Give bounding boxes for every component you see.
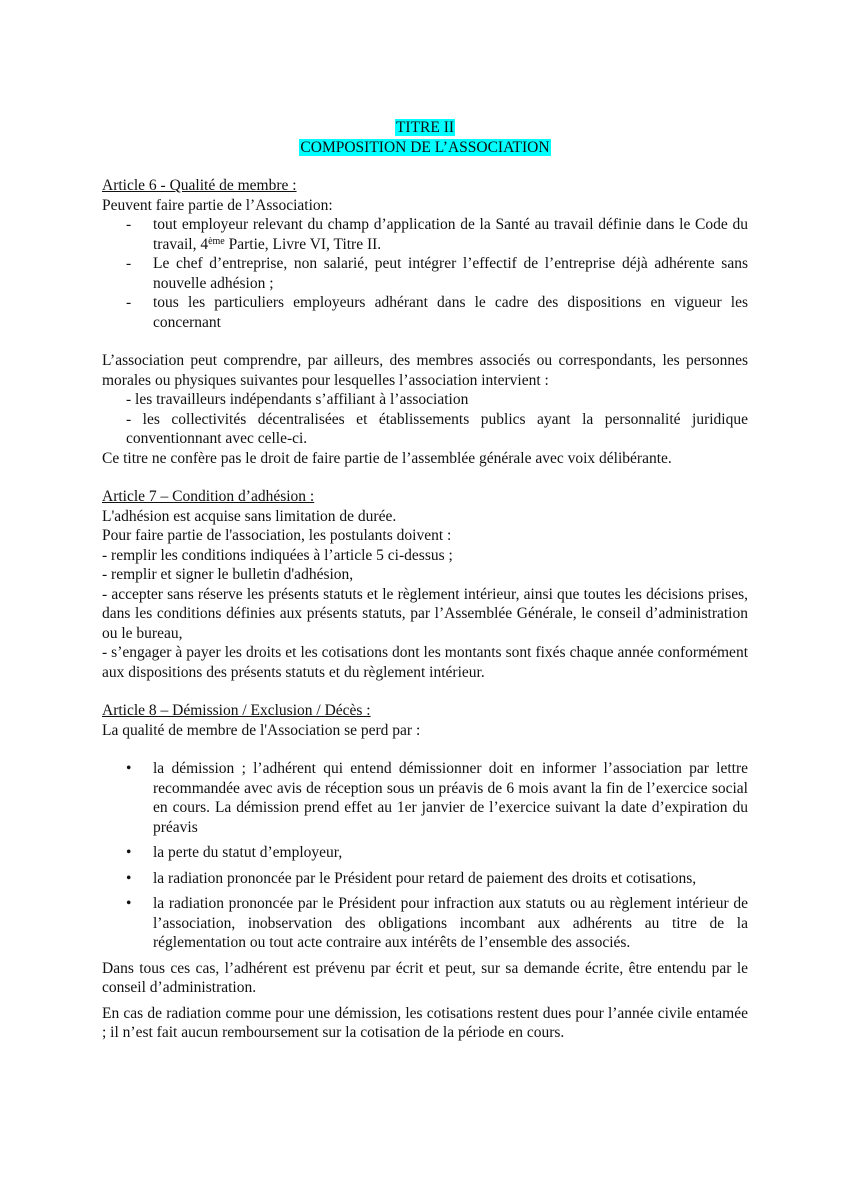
article-8	[102, 701, 748, 1043]
list-item: • la radiation prononcée par le Président pour retard de paiement des droits et cotisations,	[126, 869, 697, 887]
member-types-list	[102, 215, 748, 332]
list-item: • la démission ; l’adhérent qui entend démissionner doit en informer l’association par lettre recommandée avec avis de réception sous un préavis de 6 mois avant la fin de l’exercice social en cours. La démission prend effet au 1er janvier de l’exercice suivant la date d’expiration du préavis	[126, 760, 748, 836]
article-7-line: - accepter sans réserve les présents statuts et le règlement intérieur, ainsi que toutes les décisions prises, dans les conditions définies aux présents statuts, par l’Assemblée Générale, le conseil d’administration ou le bureau,	[102, 585, 748, 642]
bullet-icon: •	[126, 895, 132, 912]
loss-of-membership-list	[102, 759, 748, 953]
bullet-icon: •	[126, 869, 132, 887]
associates-intro: L’association peut comprendre, par ailleurs, des membres associés ou correspondants, les personnes morales ou physiques suivantes pour lesquelles l’association intervient :	[102, 352, 748, 389]
document-page	[102, 118, 748, 1043]
list-item: - tous les particuliers employeurs adhérant dans le cadre des dispositions en vigueur les concernant	[126, 294, 748, 331]
bullet-icon: •	[126, 760, 132, 777]
article-8-closing-1: Dans tous ces cas, l’adhérent est prévenu par écrit et peut, sur sa demande écrite, être entendu par le conseil d’administration.	[102, 959, 748, 996]
title-block	[102, 118, 748, 157]
article-7-line: - remplir et signer le bulletin d'adhésion,	[102, 566, 354, 583]
list-item: • la radiation prononcée par le Président pour infraction aux statuts ou au règlement intérieur de l’association, inobservation des obligations incombant aux adhérents au titre de la réglementation ou tout acte contraire aux intérêts de l’ensemble des associés.	[126, 895, 748, 951]
article-7-line: L'adhésion est acquise sans limitation de durée.	[102, 507, 397, 525]
article-8-heading: Article 8 – Démission / Exclusion / Décès :	[102, 702, 371, 719]
article-7	[102, 487, 748, 682]
article-7-line: Pour faire partie de l'association, les postulants doivent :	[102, 527, 452, 544]
list-item: - tout employeur relevant du champ d’application de la Santé au travail définie dans le Code du travail, 4ème Partie, Livre VI, Titre II.	[126, 216, 748, 253]
article-8-closing-2: En cas de radiation comme pour une démission, les cotisations restent dues pour l’année civile entamée ; il n’est fait aucun remboursement sur la cotisation de la période en cours.	[102, 1004, 748, 1041]
article-6-heading: Article 6 - Qualité de membre :	[102, 177, 297, 194]
list-item: - Le chef d’entreprise, non salarié, peut intégrer l’effectif de l’entreprise déjà adhérente sans nouvelle adhésion ;	[126, 255, 748, 292]
article-6	[102, 176, 748, 468]
title-line-1: TITRE II	[395, 119, 455, 136]
title-line-2: COMPOSITION DE L’ASSOCIATION	[300, 138, 550, 156]
list-item: • la perte du statut d’employeur,	[126, 844, 343, 861]
article-7-line: - remplir les conditions indiquées à l’article 5 ci-dessus ;	[102, 546, 453, 564]
article-6-intro: Peuvent faire partie de l’Association:	[102, 196, 333, 214]
associate-item: - les travailleurs indépendants s’affiliant à l’association	[126, 391, 469, 408]
article-7-line: - s’engager à payer les droits et les cotisations dont les montants sont fixés chaque année conformément aux dispositions des présents statuts et du règlement intérieur.	[102, 644, 748, 681]
article-7-heading: Article 7 – Condition d’adhésion :	[102, 488, 315, 505]
associate-item: - les collectivités décentralisées et établissements publics ayant la personnalité juridique conventionnant avec celle-ci.	[126, 410, 748, 447]
article-6-note: Ce titre ne confère pas le droit de faire partie de l’assemblée générale avec voix délibérante.	[102, 449, 672, 467]
bullet-icon: •	[126, 844, 132, 861]
article-8-intro: La qualité de membre de l'Association se perd par :	[102, 721, 421, 739]
